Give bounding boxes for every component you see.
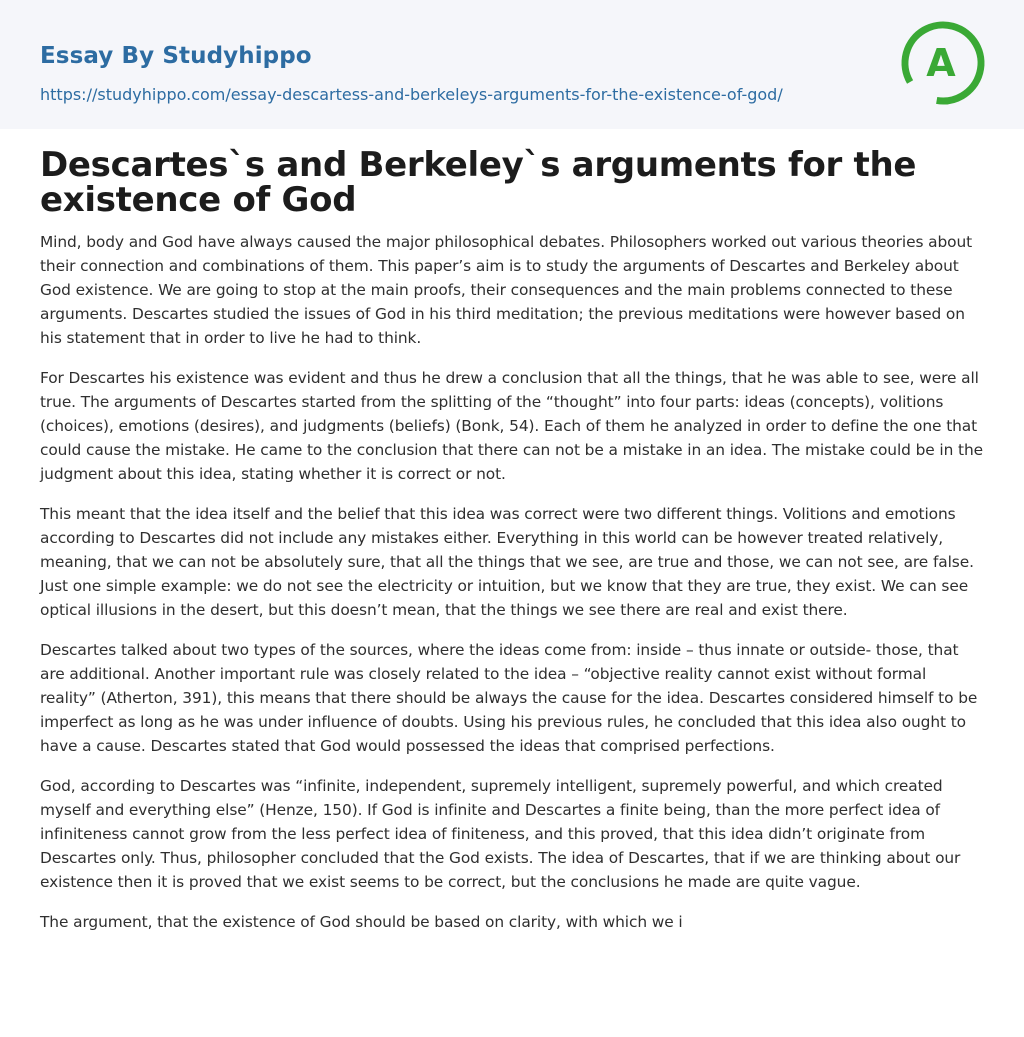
essay-paragraph-4: Descartes talked about two types of the sources, where the ideas come from: inside – thus innate or outside- those, that are additional. Another important rule was closely related to the idea – “objective reality cannot exist without formal reality” (Atherton, 391), this means that there should be always the cause for the idea. Descartes considered himself to be imperfect as long as he was under influence of doubts. Using his previous rules, he concluded that this idea also ought to have a cause. Descartes stated that God would possessed the ideas that comprised perfections. <box>40 641 978 755</box>
studyhippo-logo-icon[interactable] <box>898 18 988 108</box>
essay-content <box>40 145 985 950</box>
brand-title[interactable]: Essay By Studyhippo <box>40 43 312 69</box>
essay-paragraph-5: God, according to Descartes was “infinite, independent, supremely intelligent, supremely powerful, and which created myself and everything else” (Henze, 150). If God is infinite and Descartes a finite being, than the more perfect idea of infiniteness cannot grow from the less perfect idea of finiteness, and this proved, that this idea didn’t originate from Descartes only. Thus, philosopher concluded that the God exists. The idea of Descartes, that if we are thinking about our existence then it is proved that we exist seems to be correct, but the conclusions he made are quite vague. <box>40 777 961 891</box>
essay-paragraph-6: The argument, that the existence of God should be based on clarity, with which we i <box>40 913 683 931</box>
essay-paragraph-3: This meant that the idea itself and the belief that this idea was correct were two different things. Volitions and emotions according to Descartes did not include any mistakes either. Everything in this world can be however treated relatively, meaning, that we can not be absolutely sure, that all the things that we see, are true and those, we can not see, are false. Just one simple example: we do not see the electricity or intuition, but we know that they are true, they exist. We can see optical illusions in the desert, but this doesn’t mean, that the things we see there are real and exist there. <box>40 505 974 619</box>
essay-paragraph-2: For Descartes his existence was evident and thus he drew a conclusion that all the things, that he was able to see, were all true. The arguments of Descartes started from the splitting of the “thought” into four parts: ideas (concepts), volitions (choices), emotions (desires), and judgments (beliefs) (Bonk, 54). Each of them he analyzed in order to define the one that could cause the mistake. He came to the conclusion that there can not be a mistake in an idea. The mistake could be in the judgment about this idea, stating whether it is correct or not. <box>40 369 984 483</box>
essay-title: Descartes`s and Berkeley`s arguments for the existence of God <box>40 145 917 220</box>
site-header <box>0 0 1024 129</box>
essay-paragraph-1: Mind, body and God have always caused the major philosophical debates. Philosophers worked out various theories about their connection and combinations of them. This paper’s aim is to study the arguments of Descartes and Berkeley about God existence. We are going to stop at the main proofs, their consequences and the main problems connected to these arguments. Descartes studied the issues of God in his third meditation; the previous meditations were however based on his statement that in order to live he had to think. <box>40 233 973 347</box>
logo-letter: A <box>926 41 956 85</box>
source-url-link[interactable]: https://studyhippo.com/essay-descartess-and-berkeleys-arguments-for-the-existence-of-god/ <box>40 85 783 104</box>
